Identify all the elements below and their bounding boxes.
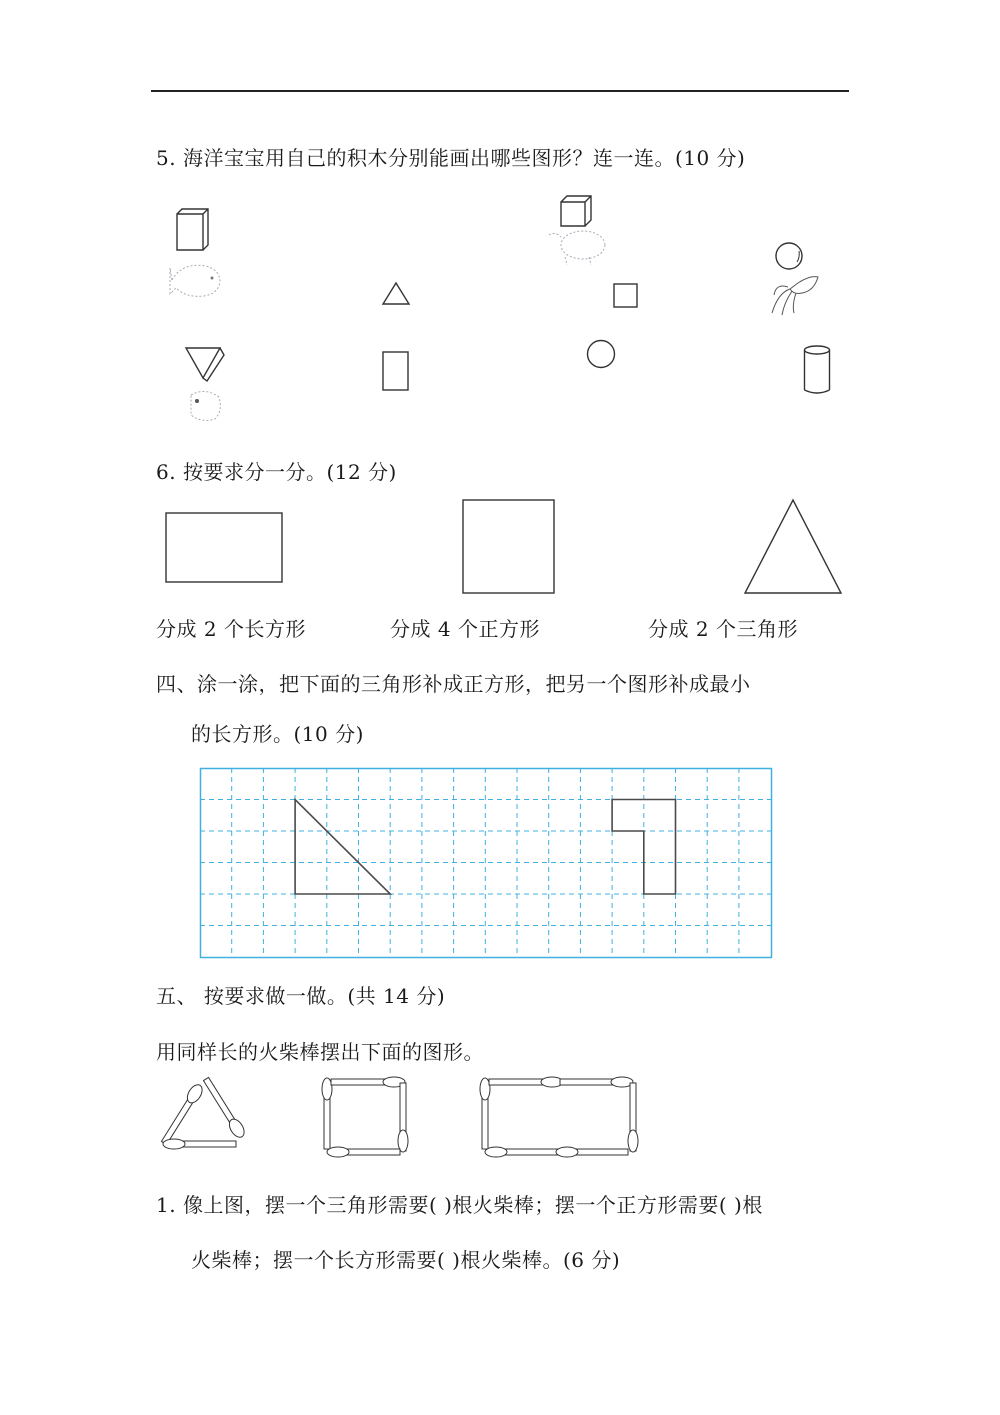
section5-q1-line1: 1. 像上图，摆一个三角形需要( )根火柴棒；摆一个正方形需要( )根: [156, 1193, 763, 1217]
sphere-block-icon: [773, 240, 807, 274]
q6-label-rectangle: 分成 2 个长方形: [156, 617, 306, 641]
q6-square-figure[interactable]: [458, 495, 560, 595]
section4-title-line2: 的长方形。(10 分): [191, 722, 364, 746]
cube-block-icon: [555, 190, 600, 230]
q6-label-triangle: 分成 2 个三角形: [648, 617, 798, 641]
q6-triangle-figure[interactable]: [740, 495, 850, 595]
section5-title: 五、 按要求做一做。(共 14 分): [156, 984, 446, 1008]
fish-sketch-icon: [168, 258, 228, 303]
right-triangle-figure: [295, 800, 390, 895]
section4-title-line1: 四、涂一涂，把下面的三角形补成正方形，把另一个图形补成最小: [156, 672, 751, 696]
section5-q1-line2: 火柴棒；摆一个长方形需要( )根火柴棒。(6 分): [191, 1248, 621, 1272]
matchstick-square: [318, 1075, 418, 1160]
grid-border: [201, 769, 772, 958]
matchstick-rectangle: [476, 1075, 646, 1160]
square-shape[interactable]: [612, 282, 640, 310]
q6-rectangle-figure[interactable]: [160, 508, 290, 588]
frog-sketch-icon: [185, 385, 225, 425]
circle-shape[interactable]: [585, 338, 617, 370]
q6-title: 6. 按要求分一分。(12 分): [156, 460, 397, 484]
triangle-shape[interactable]: [380, 280, 412, 306]
header-rule: [151, 90, 849, 92]
triangular-prism-block-icon: [183, 345, 228, 385]
section5-instruction: 用同样长的火柴棒摆出下面的图形。: [156, 1040, 484, 1064]
matchstick-triangle: [152, 1075, 252, 1155]
turtle-sketch-icon: [545, 225, 615, 270]
rectangle-shape[interactable]: [381, 350, 411, 392]
octopus-sketch-icon: [768, 273, 823, 318]
coloring-grid[interactable]: [200, 768, 773, 959]
q5-title: 5. 海洋宝宝用自己的积木分别能画出哪些图形？连一连。(10 分): [156, 146, 746, 170]
q6-label-square: 分成 4 个正方形: [390, 617, 540, 641]
cylinder-block-icon: [800, 343, 836, 398]
